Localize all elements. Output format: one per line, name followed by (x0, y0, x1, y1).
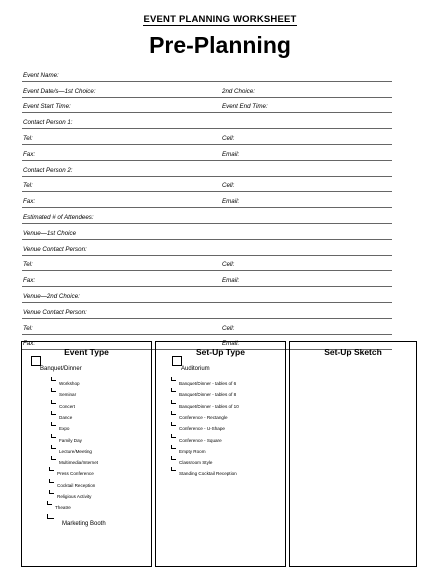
form-row[interactable] (22, 240, 392, 256)
field-label: Tel: (23, 134, 33, 142)
checkbox[interactable] (172, 356, 182, 366)
field-label: Contact Person 1: (23, 119, 73, 127)
checkbox[interactable] (49, 479, 54, 483)
event-type-option-label: Theatre (55, 505, 71, 511)
event-type-option-label: Press Conference (57, 471, 94, 477)
checkbox[interactable] (171, 456, 176, 460)
setup-type-option-label: Standing Cocktail Reception (179, 471, 237, 477)
field-label: Event Date/s—1st Choice: (23, 87, 96, 95)
checkbox[interactable] (51, 411, 56, 415)
field-label: Fax: (23, 277, 36, 285)
form-row[interactable] (22, 208, 392, 224)
checkbox[interactable] (51, 456, 56, 460)
setup-type-option-label: Conference - Rectangle (179, 414, 228, 420)
checkbox[interactable] (51, 388, 56, 392)
event-type-option-label: Family Day (59, 437, 82, 443)
setup-type-option-label: Auditorium (181, 366, 210, 372)
field-label: Tel: (23, 261, 33, 269)
checkbox[interactable] (51, 434, 56, 438)
form-row[interactable] (22, 66, 392, 82)
form-row[interactable] (22, 113, 392, 129)
checkbox[interactable] (51, 377, 56, 381)
event-type-option-label: Lecture/Meeting (59, 448, 92, 454)
checkbox[interactable] (47, 514, 54, 519)
checkbox[interactable] (51, 445, 56, 449)
field-label: Estimated # of Attendees: (23, 213, 94, 221)
event-type-option-label: Workshop (59, 381, 80, 386)
field-label: Venue—1st Choice (23, 229, 77, 237)
event-type-heading: Event Type (64, 347, 109, 357)
checkbox[interactable] (171, 467, 176, 471)
form-rows (22, 66, 392, 350)
field-label: Venue—2nd Choice: (23, 292, 80, 300)
field-label: Cell: (222, 134, 235, 142)
event-type-option-label: Seminar (59, 392, 77, 398)
worksheet-kicker: EVENT PLANNING WORKSHEET (143, 14, 297, 25)
setup-type-box (155, 341, 286, 567)
checkbox[interactable] (171, 411, 176, 415)
field-label: Event End Time: (222, 103, 268, 111)
setup-type-option-label: Banquet/Dinner - tables of 6 (179, 381, 237, 386)
checkbox[interactable] (31, 356, 41, 366)
field-label: Tel: (23, 324, 33, 332)
field-label: Venue Contact Person: (23, 245, 87, 253)
field-label: Cell: (222, 261, 235, 269)
checkbox[interactable] (171, 422, 176, 426)
form-row[interactable] (22, 271, 392, 287)
event-type-option-label: Religious Activity (57, 494, 92, 499)
field-label: Tel: (23, 182, 33, 190)
event-type-option-label: Marketing Booth (62, 521, 106, 527)
setup-type-option-label: Conference - U-Shape (179, 426, 225, 432)
setup-type-option-label: Banquet/Dinner - tables of 10 (179, 403, 239, 409)
field-label: Fax: (23, 150, 36, 158)
field-label: Event Start Time: (23, 103, 71, 111)
event-type-option-label: Banquet/Dinner (40, 366, 82, 372)
field-label: Venue Contact Person: (23, 308, 87, 316)
setup-type-option-label: Conference - Square (179, 437, 222, 443)
setup-type-option-label: Classroom Style (179, 460, 213, 466)
field-label: Event Name: (23, 71, 59, 79)
field-label: Cell: (222, 182, 235, 190)
setup-type-option-label: Banquet/Dinner - tables of 8 (179, 392, 237, 398)
checkbox[interactable] (171, 434, 176, 438)
checkbox[interactable] (171, 388, 176, 392)
form-row[interactable] (22, 319, 392, 335)
field-label: Email: (222, 340, 240, 348)
form-row[interactable] (22, 287, 392, 303)
event-type-option-label: Cocktail Reception (57, 482, 96, 488)
form-row[interactable] (22, 161, 392, 177)
checkbox[interactable] (171, 400, 176, 404)
form-row[interactable] (22, 192, 392, 208)
event-type-option-label: Expo (59, 426, 70, 432)
form-row[interactable] (22, 82, 392, 98)
checkbox[interactable] (171, 377, 176, 381)
setup-sketch-box[interactable] (289, 341, 417, 567)
form-row[interactable] (22, 98, 392, 114)
checkbox[interactable] (51, 422, 56, 426)
form-row[interactable] (22, 256, 392, 272)
field-label: Email: (222, 198, 240, 206)
event-type-option-label: Multimedia/Internet (59, 460, 99, 466)
checkbox[interactable] (51, 400, 56, 404)
form-row[interactable] (22, 303, 392, 319)
setup-type-heading: Set-Up Type (196, 347, 245, 357)
event-type-option-label: Concert (59, 403, 76, 409)
field-label: Fax: (23, 198, 36, 206)
event-type-option-label: Dance (59, 414, 73, 420)
checkbox[interactable] (49, 467, 54, 471)
field-label: Contact Person 2: (23, 166, 73, 174)
form-row[interactable] (22, 177, 392, 193)
form-row[interactable] (22, 145, 392, 161)
checkbox[interactable] (49, 490, 54, 494)
form-row[interactable] (22, 129, 392, 145)
setup-type-option-label: Empty Room (179, 448, 206, 454)
page-title: Pre-Planning (149, 32, 291, 58)
field-label: Cell: (222, 324, 235, 332)
event-type-box (21, 341, 152, 567)
field-label: 2nd Choice: (222, 87, 256, 95)
checkbox[interactable] (171, 445, 176, 449)
form-row[interactable] (22, 224, 392, 240)
field-label: Email: (222, 150, 240, 158)
setup-sketch-heading: Set-Up Sketch (324, 347, 382, 357)
field-label: Fax: (23, 340, 36, 348)
checkbox[interactable] (47, 501, 52, 505)
field-label: Email: (222, 277, 240, 285)
